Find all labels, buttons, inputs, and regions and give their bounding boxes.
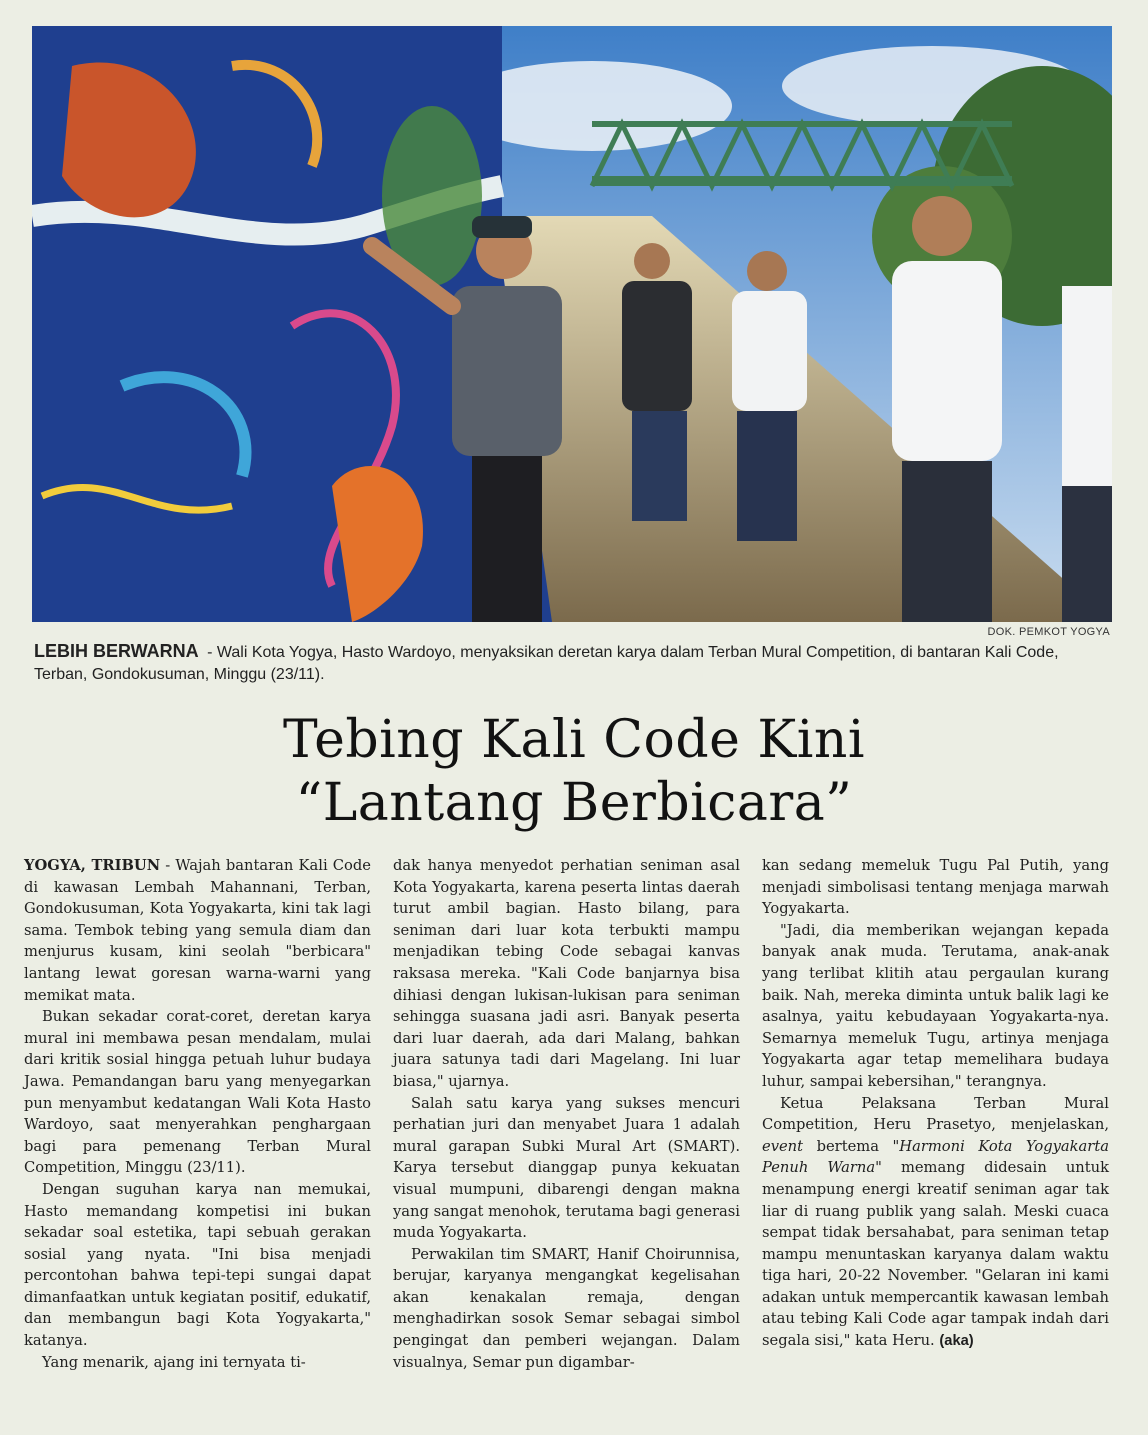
caption-text: - Wali Kota Yogya, Hasto Wardoyo, menyaksikan deretan karya dalam Terban Mural Competition, di bantaran Kali Code, Terban, Gondokusuman, Minggu (23/11). [34,644,1059,683]
paragraph: Bukan sekadar corat-coret, deretan karya mural ini membawa pesan mendalam, mulai dari kritik sosial hingga petuah luhur budaya Jawa. Pemandangan baru yang menyegarkan pun menyambut kedatangan Wali Kota Hasto Wardoyo, saat menyerahkan penghargaan bagi para pemenang Terban Mural Competition, Minggu (23/11). [24,1008,371,1177]
person-white-shirt [732,251,807,541]
photo-caption [34,640,1114,686]
paragraph: dak hanya menyedot perhatian seniman asal Kota Yogyakarta, karena peserta lintas daerah turut ambil bagian. Hasto bilang, para seniman dari luar kota terbukti mampu menjadikan tebing Code sebagai kanvas raksasa mereka. "Kali Code banjarnya bisa dihiasi dengan lukisan-lukisan para seniman sehingga suasana jadi asri. Banyak peserta dari luar daerah, ada dari Malang, bahkan juara satunya tadi dari Magelang. Ini luar biasa," ujarnya. [393,857,740,1090]
mural-photo-illustration [32,26,1112,622]
paragraph [762,1093,1109,1353]
paragraph-text: memang didesain untuk menampung energi kreatif seniman agar tak liar di ruang publik yang salah. Meski cuaca sempat tidak bersahabat, para seniman tetap mampu menuntaskan karyanya dalam waktu tiga hari, 20-22 November. "Gelaran ini kami adakan untuk mempercantik kawasan lembah atau tebing Kali Code agar tampak indah dari segala sisi," kata Heru. [762,1159,1110,1350]
author-signature: (aka) [939,1333,974,1350]
paragraph-text: Ketua Pelaksana Terban Mural Competition, Heru Prasetyo, menjelaskan, [762,1094,1109,1134]
caption-lead: LEBIH BERWARNA [34,641,199,661]
italic-event: event [762,1137,804,1155]
paragraph: kan sedang memeluk Tugu Pal Putih, yang menjadi simbolisasi tentang menjaga marwah Yogyakarta. [762,857,1109,918]
article-column-1 [24,855,371,1415]
italic-theme: "Harmoni Kota Yogyakarta Penuh Warna" [762,1137,1109,1177]
paragraph: Salah satu karya yang sukses mencuri perhatian juri dan menyabet Juara 1 adalah mural garapan Subki Mural Art (SMART). Karya tersebut dianggap punya kekuatan visual mumpuni, dibarengi dengan makna yang sangat menohok, terutama bagi generasi muda Yogyakarta. [393,1094,740,1242]
article-column-3 [762,855,1109,1415]
paragraph-text: bertema [803,1137,893,1155]
paragraph: Perwakilan tim SMART, Hanif Choirunnisa, berujar, karyanya mengangkat kegelisahan akan kenakalan remaja, dengan menghadirkan sosok Semar sebagai simbol pengingat dan pemberi wejangan. Dalam visualnya, Semar pun digambar- [393,1245,740,1371]
mural-photo [32,26,1112,622]
paragraph: "Jadi, dia memberikan wejangan kepada banyak anak muda. Terutama, anak-anak yang terlibat klitih atau pergaulan kurang baik. Nah, mereka diminta untuk balik lagi ke asalnya, yaitu kebudayaan Yogyakarta-nya. Semarnya memeluk Tugu, artinya menjaga Yogyakarta agar tetap memelihara budaya luhur, sampai kebersihan," terangnya. [762,921,1109,1090]
paragraph [24,855,371,1006]
paragraph: Yang menarik, ajang ini ternyata ti- [42,1353,306,1371]
paragraph-text: - Wajah bantaran Kali Code di kawasan Lembah Mahannani, Terban, Gondokusuman, Kota Yogyakarta, kini tak lagi sama. Tembok tebing yang semula diam dan menjurus kusam, kini seolah "berbicara" lantang lewat goresan warna-warni yang memikat mata. [24,857,371,1004]
article-body [24,855,1110,1415]
person-photographer [622,243,692,521]
photo-credit: DOK. PEMKOT YOGYA [987,626,1110,638]
article-headline [0,708,1148,834]
paragraph: Dengan suguhan karya nan memukai, Hasto memandang kompetisi ini bukan sekadar soal estetika, tapi sebuah gerakan sosial yang nyata. "Ini bisa menjadi percontohan bahwa tepi-tepi sungai dapat dimanfaatkan untuk kegiatan positif, edukatif, dan membangun bagi Kota Yogyakarta," katanya. [24,1180,371,1350]
headline-line-2: “Lantang Berbicara” [295,773,853,833]
dateline: YOGYA, TRIBUN [24,857,161,874]
article-column-2 [393,855,740,1415]
headline-line-1: Tebing Kali Code Kini [282,710,866,770]
